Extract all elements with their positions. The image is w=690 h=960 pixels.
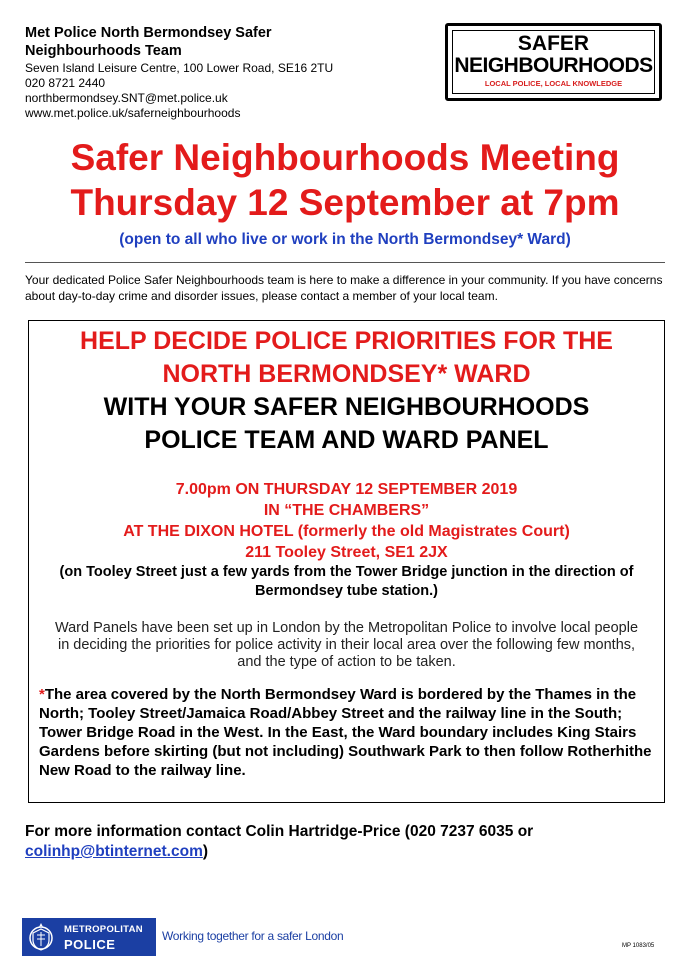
priorities-box bbox=[28, 320, 665, 803]
logo-line1: SAFER bbox=[517, 32, 590, 55]
divider bbox=[25, 262, 665, 263]
venue-address: 211 Tooley Street, SE1 2JX bbox=[245, 544, 448, 561]
venue-note: (on Tooley Street just a few yards from the Tower Bridge junction in the direction of Bermondsey tube station.) bbox=[59, 564, 634, 599]
metropolitan-police-logo bbox=[22, 918, 156, 956]
venue-hotel: AT THE DIXON HOTEL (formerly the old Magistrates Court) bbox=[123, 523, 570, 540]
more-info-close: ) bbox=[202, 843, 209, 860]
headline-subtitle: (open to all who live or work in the North Bermondsey* Ward) bbox=[119, 231, 571, 248]
address: Seven Island Leisure Centre, 100 Lower Road, SE16 2TU bbox=[25, 61, 334, 75]
headline-line2: Thursday 12 September at 7pm bbox=[70, 182, 620, 223]
intro-text: Your dedicated Police Safer Neighbourhoods team is here to make a difference in your community. If you have concerns about day-to-day crime and disorder issues, please contact a member of your local team. bbox=[25, 273, 663, 303]
ward-panel-text: Ward Panels have been set up in London by the Metropolitan Police to involve local people in deciding the priorities for police activity in their local area over the following few months, and the type of action to be taken. bbox=[54, 620, 639, 670]
logo-line2: NEIGHBOURHOODS bbox=[454, 54, 653, 77]
ward-area-text bbox=[29, 685, 664, 780]
team-name-line2: Neighbourhoods Team bbox=[25, 43, 182, 59]
safer-neighbourhoods-logo bbox=[445, 23, 662, 101]
box-title-black-1: WITH YOUR SAFER NEIGHBOURHOODS bbox=[103, 393, 590, 421]
area-description: The area covered by the North Bermondsey Ward is bordered by the Thames in the North; Tooley Street/Jamaica Road/Abbey Street and the railway line in the South; Tower Bridge Road in the West. In the East, the Ward boundary includes King Stairs Gardens before skirting (but not including) Southwark Park to then follow Rotherhithe New Road to the railway line. bbox=[39, 686, 652, 779]
headline-line1: Safer Neighbourhoods Meeting bbox=[70, 137, 620, 178]
more-info bbox=[25, 822, 533, 862]
contact-details bbox=[25, 61, 333, 121]
reference-code: MP 1083/05 bbox=[622, 943, 655, 949]
box-title-red-2: NORTH BERMONDSEY* WARD bbox=[162, 360, 531, 388]
venue-time: 7.00pm ON THURSDAY 12 SEPTEMBER 2019 bbox=[175, 481, 518, 498]
met-logo-line2: POLICE bbox=[64, 937, 116, 952]
website: www.met.police.uk/saferneighbourhoods bbox=[25, 106, 241, 120]
police-crest-icon bbox=[25, 921, 57, 953]
team-name-line1: Met Police North Bermondsey Safer bbox=[25, 25, 272, 41]
more-info-text: For more information contact Colin Hartridge-Price (020 7237 6035 or bbox=[25, 823, 534, 840]
phone: 020 8721 2440 bbox=[25, 76, 106, 90]
area-asterisk: * bbox=[39, 686, 45, 703]
logo-line3: LOCAL POLICE, LOCAL KNOWLEDGE bbox=[484, 79, 623, 88]
box-title-red-1: HELP DECIDE POLICE PRIORITIES FOR THE bbox=[80, 327, 613, 355]
box-title-black-2: POLICE TEAM AND WARD PANEL bbox=[144, 426, 549, 454]
venue-room: IN “THE CHAMBERS” bbox=[263, 502, 430, 519]
team-name bbox=[25, 24, 272, 60]
tagline: Working together for a safer London bbox=[162, 929, 344, 943]
contact-email-link[interactable]: colinhp@btinternet.com bbox=[25, 843, 203, 860]
email: northbermondsey.SNT@met.police.uk bbox=[25, 91, 228, 105]
met-logo-line1: METROPOLITAN bbox=[64, 924, 143, 935]
